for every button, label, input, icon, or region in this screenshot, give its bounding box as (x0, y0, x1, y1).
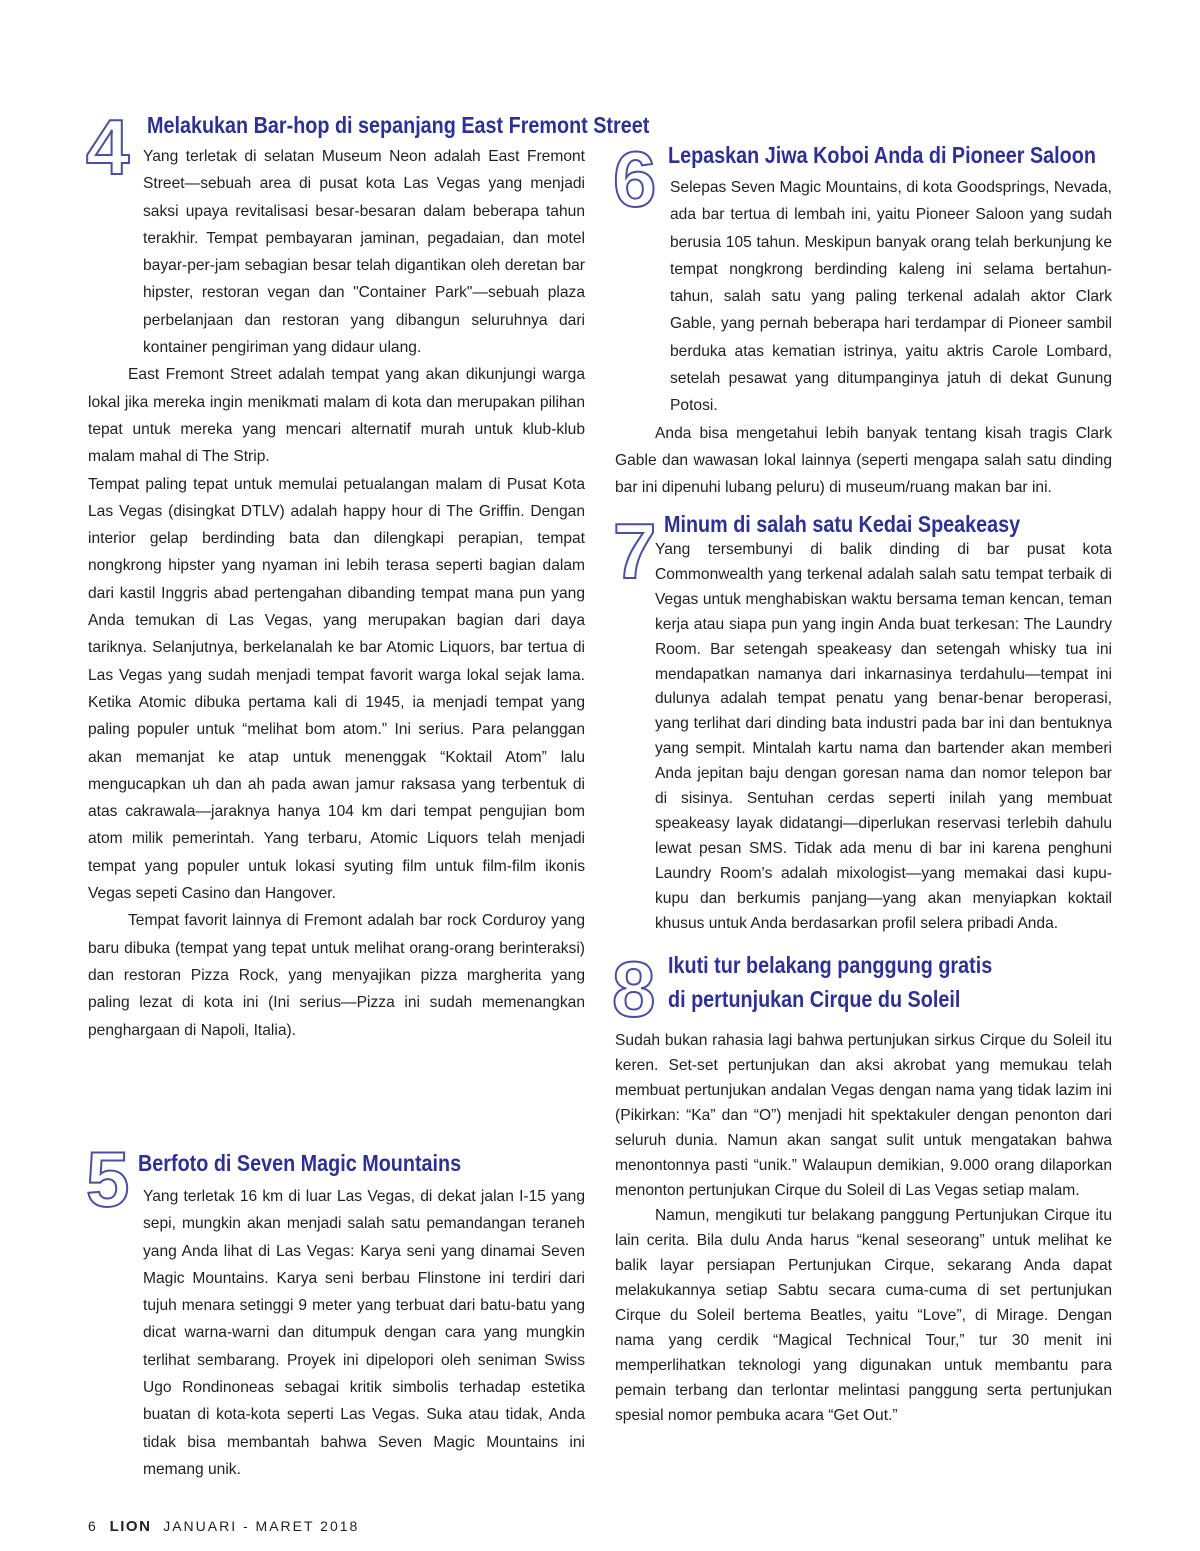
section-7-body (615, 538, 1112, 937)
page-number: 6 (88, 1518, 98, 1534)
section-8-title-line-1: Ikuti tur belakang panggung gratis (668, 952, 993, 978)
section-7-title: Minum di salah satu Kedai Speakeasy (664, 511, 1021, 537)
section-5-title: Berfoto di Seven Magic Mountains (138, 1150, 462, 1176)
section-4-paragraph-4: Tempat favorit lainnya di Fremont adalah bar rock Corduroy yang baru dibuka (tempat yang tepat untuk melihat orang-orang berinteraksi) dan restoran Pizza Rock, yang menyajikan pizza margherita yang paling lezat di kota ini (Ini serius—Pizza ini sudah memenangkan penghargaan di Napoli, Italia). (88, 912, 585, 1039)
section-8-paragraph-1: Sudah bukan rahasia lagi bahwa pertunjukan sirkus Cirque du Soleil itu keren. Set-set pertunjukan dan aksi akrobat yang memukau telah membuat pertunjukan andalan Vegas dengan nama yang tidak lazim ini (Pikirkan: “Ka” dan “O”) menjadi hit spektakuler dengan penonton dari seluruh dunia. Namun akan sangat sulit untuk mengatakan bahwa menontonnya pasti “unik.” Walaupun demikian, 9.000 orang dilaporkan menonton pertunjukan Cirque du Soleil di Las Vegas setiap malam. (615, 1032, 1112, 1199)
section-6-body (615, 174, 1112, 502)
issue-date: JANUARI - MARET 2018 (163, 1518, 360, 1534)
section-5-paragraph-1: Yang terletak 16 km di luar Las Vegas, di dekat jalan I-15 yang sepi, mungkin akan menjadi salah satu pemandangan teraneh yang Anda lihat di Las Vegas: Karya seni yang dinamai Seven Magic Mountains. Karya seni berbau Flinstone ini terdiri dari tujuh menara setinggi 9 meter yang terbuat dari batu-batu yang dicat warna-warni dan ditumpuk dengan cara yang mungkin terlihat sembarang. Proyek ini dipelopori oleh seniman Swiss Ugo Rondinoneas sebagai kritik simbolis terhadap estetika buatan di kota-kota seperti Las Vegas. Suka atau tidak, Anda tidak bisa membantah bahwa Seven Magic Mountains ini memang unik. (143, 1188, 585, 1478)
page-footer (88, 1518, 359, 1535)
section-5-body (88, 1183, 585, 1483)
section-4-title: Melakukan Bar-hop di sepanjang East Fremont Street (147, 112, 650, 138)
section-number-4: 4 (86, 103, 130, 191)
section-4-paragraph-1: Yang terletak di selatan Museum Neon adalah East Fremont Street—sebuah area di pusat kota Las Vegas yang menjadi saksi upaya revitalisasi besar-besaran dalam beberapa tahun terakhir. Tempat pembayaran jaminan, pegadaian, dan motel bayar-per-jam sebagian besar telah digantikan oleh deretan bar hipster, restoran vegan dan "Container Park"—sebuah plaza perbelanjaan dan restoran yang dibangun seluruhnya dari kontainer pengiriman yang didaur ulang. (143, 148, 585, 357)
section-4-paragraph-2: East Fremont Street adalah tempat yang akan dikunjungi warga lokal jika mereka ingin menikmati malam di kota dan merupakan pilihan tepat untuk mereka yang mencari alternatif murah untuk klub-klub malam mahal di The Strip. (88, 366, 585, 466)
section-6-title: Lepaskan Jiwa Koboi Anda di Pioneer Saloon (668, 142, 1096, 168)
section-8-body (615, 1028, 1112, 1428)
section-8-title-line-2: di pertunjukan Cirque du Soleil (668, 986, 961, 1012)
section-number-6: 6 (613, 135, 657, 223)
section-number-5: 5 (86, 1135, 130, 1223)
section-number-7: 7 (613, 507, 657, 595)
magazine-name: LION (109, 1518, 152, 1535)
section-8-paragraph-2: Namun, mengikuti tur belakang panggung Pertunjukan Cirque itu lain cerita. Bila dulu Anda harus “kenal seseorang” untuk melihat ke balik layar persiapan Pertunjukan Cirque, sekarang Anda dapat melakukannya setiap Sabtu secara cuma-cuma di set pertunjukan Cirque du Soleil bertema Beatles, yaitu “Love”, di Mirage. Dengan nama yang cerdik “Magical Technical Tour,” tur 30 menit ini memperlihatkan teknologi yang digunakan untuk membantu para pemain terbang dan terlontar melintasi panggung serta pertunjukan spesial nomor pembuka acara “Get Out.” (615, 1207, 1112, 1424)
section-6-paragraph-1: Selepas Seven Magic Mountains, di kota Goodsprings, Nevada, ada bar tertua di lembah ini, yaitu Pioneer Saloon yang sudah berusia 105 tahun. Meskipun banyak orang telah berkunjung ke tempat nongkrong berdinding kaleng ini selama bertahun-tahun, salah satu yang paling terkenal adalah aktor Clark Gable, yang pernah beberapa hari terdampar di Pioneer sambil berduka atas kematian istrinya, yaitu aktris Carole Lombard, setelah pesawat yang ditumpanginya jatuh di dekat Gunung Potosi. (670, 179, 1112, 415)
section-6-paragraph-2: Anda bisa mengetahui lebih banyak tentang kisah tragis Clark Gable dan wawasan lokal lainnya (seperti mengapa salah satu dinding bar ini dipenuhi lubang peluru) di museum/ruang makan bar ini. (615, 424, 1112, 497)
section-7-paragraph-1: Yang tersembunyi di balik dinding di bar pusat kota Commonwealth yang terkenal adalah salah satu tempat terbaik di Vegas untuk menghabiskan waktu bersama teman kencan, teman kerja atau siapa pun yang ingin Anda buat terkesan: The Laundry Room. Bar setengah speakeasy dan setengah whisky tua ini mendapatkan namanya dari inkarnasinya terdahulu—tempat ini dulunya adalah tempat penatu yang benar-benar beroperasi, yang terlihat dari dinding bata industri pada bar ini dan bentuknya yang sempit. Mintalah kartu nama dan bartender akan memberi Anda jepitan baju dengan goresan nama dan nomor telepon bar di sisinya. Sentuhan cerdas seperti inilah yang membuat speakeasy layak didatangi—diperlukan reservasi terlebih dahulu lewat pesan SMS. Tidak ada menu di bar ini karena penghuni Laundry Room's adalah mixologist—yang memakai dasi kupu-kupu dan berkumis panjang—yang akan menyiapkan koktail khusus untuk Anda berdasarkan profil selera pribadi Anda. (655, 541, 1112, 932)
section-4-body (88, 143, 585, 1044)
section-4-paragraph-3: Tempat paling tepat untuk memulai petualangan malam di Pusat Kota Las Vegas (disingkat DTLV) adalah happy hour di The Griffin. Dengan interior gelap berdinding bata dan dilengkapi perapian, tempat nongkrong hipster yang nyaman ini lebih terasa seperti bagian dalam dari kastil Inggris abad pertengahan dibanding tempat mana pun yang Anda temukan di Las Vegas, yang merupakan bagian dari daya tariknya. Selanjutnya, berkelanalah ke bar Atomic Liquors, bar tertua di Las Vegas yang sudah menjadi tempat favorit warga lokal sejak lama. Ketika Atomic dibuka pertama kali di 1945, ia menjadi tempat yang paling populer untuk “melihat bom atom.” Ini serius. Para pelanggan akan memanjat ke atap untuk menenggak “Koktail Atom” lalu mengucapkan uh dan ah pada awan jamur raksasa yang terbentuk di atas cakrawala—jaraknya hanya 104 km dari tempat pengujian bom atom milik pemerintah. Yang terbaru, Atomic Liquors telah menjadi tempat yang populer untuk lokasi syuting film untuk film-film ikonis Vegas sepeti Casino dan Hangover. (88, 475, 585, 903)
section-number-8: 8 (612, 945, 656, 1033)
